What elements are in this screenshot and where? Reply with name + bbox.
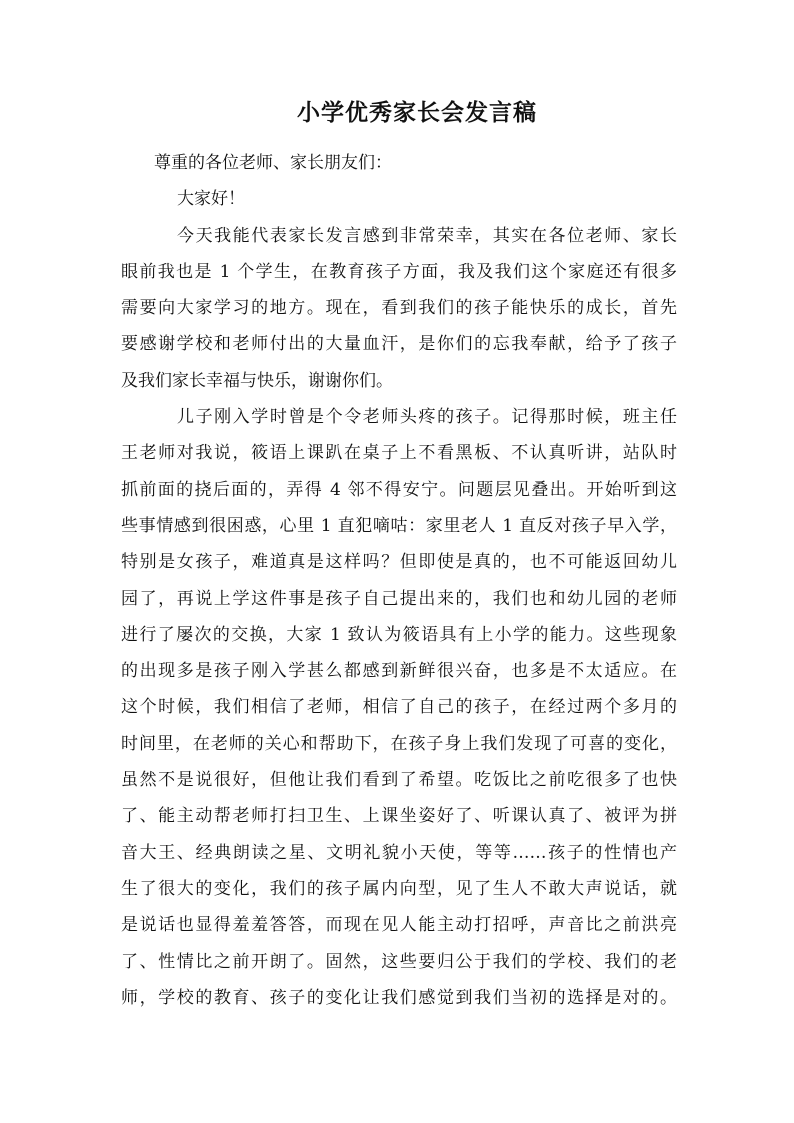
- paragraph-line: 需要向大家学习的地方。现在，看到我们的孩子能快乐的成长，首先: [121, 298, 677, 319]
- greeting-line: 尊重的各位老师、家长朋友们：: [154, 153, 392, 173]
- paragraph-line: 师，学校的教育、孩子的变化让我们感觉到我们当初的选择是对的。: [121, 987, 677, 1008]
- paragraph-1: [121, 218, 677, 399]
- paragraph-line: 园了，再说上学这件事是孩子自己提出来的，我们也和幼儿园的老师: [121, 588, 677, 609]
- paragraph-line: 今天我能代表家长发言感到非常荣幸，其实在各位老师、家长: [177, 225, 677, 246]
- document-body: [121, 145, 677, 1016]
- paragraph-line: 抓前面的挠后面的，弄得 4 邻不得安宁。问题层见叠出。开始听到这: [121, 479, 677, 500]
- paragraph-line: 眼前我也是 1 个学生，在教育孩子方面，我及我们这个家庭还有很多: [121, 261, 677, 282]
- document-title: 小学优秀家长会发言稿: [297, 99, 537, 126]
- paragraph-line: 特别是女孩子，难道真是这样吗？但即使是真的，也不可能返回幼儿: [121, 552, 677, 573]
- paragraph-line: 了、性情比之前开朗了。固然，这些要归公于我们的学校、我们的老: [121, 951, 677, 972]
- paragraph-line: 的出现多是孩子刚入学甚么都感到新鲜很兴奋，也多是不太适应。在: [121, 661, 677, 682]
- paragraph-line: 这个时候，我们相信了老师，相信了自己的孩子，在经过两个多月的: [121, 697, 677, 718]
- paragraph-line: 些事情感到很困惑，心里 1 直犯嘀咕：家里老人 1 直反对孩子早入学，: [121, 515, 677, 536]
- paragraph-line: 要感谢学校和老师付出的大量血汗，是你们的忘我奉献，给予了孩子: [121, 334, 677, 355]
- paragraph-line: 时间里，在老师的关心和帮助下，在孩子身上我们发现了可喜的变化，: [121, 733, 677, 754]
- paragraph-line: 是说话也显得羞羞答答，而现在见人能主动打招呼，声音比之前洪亮: [121, 915, 677, 936]
- paragraph-2: [121, 399, 677, 1016]
- paragraph-line: 音大王、经典朗读之星、文明礼貌小天使，等等……孩子的性情也产: [121, 842, 677, 863]
- hello-line: 大家好！: [177, 189, 245, 210]
- paragraph-line: 进行了屡次的交换，大家 1 致认为筱语具有上小学的能力。这些现象: [121, 624, 677, 645]
- paragraph-line: 了、能主动帮老师打扫卫生、上课坐姿好了、听课认真了、被评为拼: [121, 806, 677, 827]
- paragraph-line: 生了很大的变化，我们的孩子属内向型，见了生人不敢大声说话，就: [121, 878, 677, 899]
- paragraph-line: 儿子刚入学时曾是个令老师头疼的孩子。记得那时候，班主任: [177, 407, 677, 428]
- paragraph-line: 虽然不是说很好，但他让我们看到了希望。吃饭比之前吃很多了也快: [121, 770, 677, 791]
- paragraph-line: 及我们家长幸福与快乐，谢谢你们。: [121, 370, 393, 391]
- paragraph-line: 王老师对我说，筱语上课趴在桌子上不看黑板、不认真听讲，站队时: [121, 443, 677, 464]
